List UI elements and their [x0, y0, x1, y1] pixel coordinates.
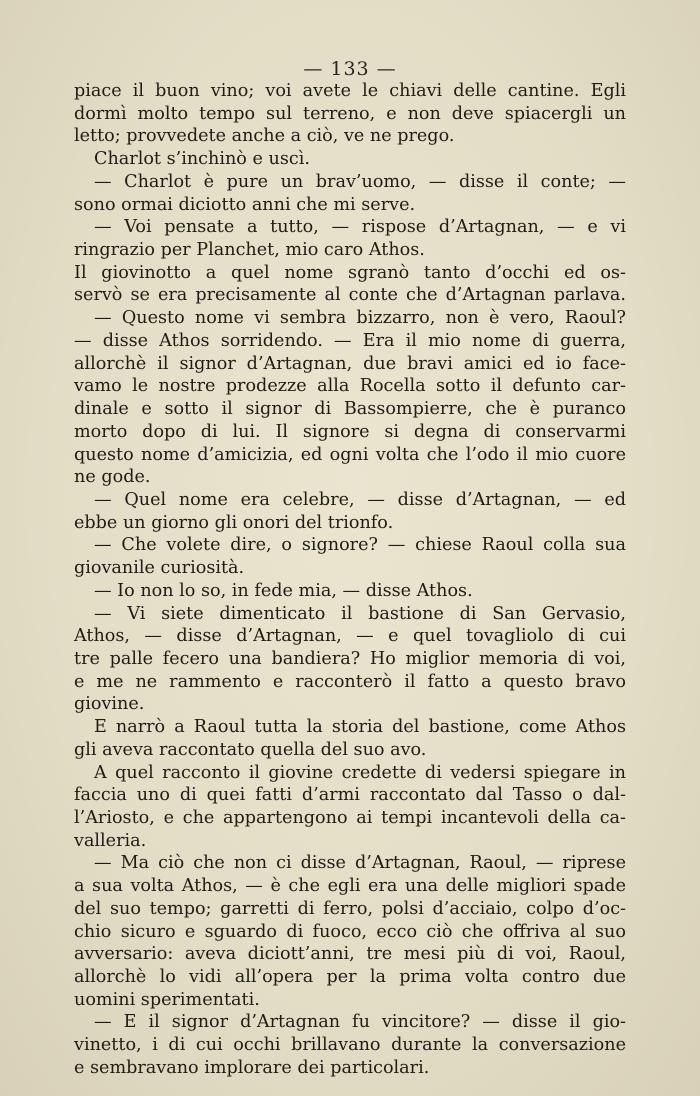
- text-line: gli aveva raccontato quella del suo avo.: [74, 739, 427, 760]
- text-line: — Quel nome era celebre, — disse d’Artagnan, — ed: [94, 489, 626, 510]
- text-line: allorchè il signor d’Artagnan, due bravi amici ed io face-: [74, 353, 626, 374]
- text-line: del suo tempo; garretti di ferro, polsi d’acciaio, colpo d’oc-: [74, 898, 626, 919]
- text-line: Il giovinotto a quel nome sgranò tanto d’occhi ed os-: [74, 262, 626, 283]
- text-line: A quel racconto il giovine credette di vedersi spiegare in: [94, 762, 626, 783]
- text-line: — Questo nome vi sembra bizzarro, non è vero, Raoul?: [94, 308, 626, 329]
- text-line: — Voi pensate a tutto, — rispose d’Artagnan, — e vi: [94, 217, 626, 238]
- text-line: Athos, — disse d’Artagnan, — e quel tovagliolo di cui: [74, 626, 626, 647]
- text-line: — Ma ciò che non ci disse d’Artagnan, Raoul, — riprese: [94, 853, 626, 874]
- text-line: questo nome d’amicizia, ed ogni volta che l’odo il mio cuore: [74, 444, 626, 465]
- text-line: piace il buon vino; voi avete le chiavi delle cantine. Egli: [74, 81, 626, 101]
- text-line: a sua volta Athos, — è che egli era una delle migliori spade: [74, 876, 626, 897]
- text-line: — Charlot è pure un brav’uomo, — disse il conte; —: [94, 171, 626, 192]
- text-line: giovanile curiosità.: [74, 558, 245, 579]
- page-number: — 133 —: [303, 58, 397, 80]
- text-line: giovine.: [74, 694, 145, 715]
- text-line: ne gode.: [74, 467, 151, 488]
- text-line: letto; provvedete anche a ciò, ve ne prego.: [74, 126, 455, 147]
- text-line: dinale e sotto il signor di Bassompierre, che è puranco: [74, 399, 626, 420]
- text-line: avversario: aveva diciott’anni, tre mesi più di voi, Raoul,: [74, 944, 626, 965]
- text-line: — Vi siete dimenticato il bastione di San Gervasio,: [94, 603, 626, 624]
- text-line: tre palle fecero una bandiera? Ho miglior memoria di voi,: [74, 648, 626, 669]
- text-line: Charlot s’inchinò e uscì.: [94, 149, 310, 170]
- text-line: E narrò a Raoul tutta la storia del bastione, come Athos: [94, 717, 626, 738]
- text-line: — disse Athos sorridendo. — Era il mio nome di guerra,: [74, 330, 626, 351]
- text-line: — E il signor d’Artagnan fu vincitore? — disse il gio-: [94, 1012, 626, 1033]
- text-line: ringrazio per Planchet, mio caro Athos.: [74, 240, 425, 261]
- text-line: uomini sperimentati.: [74, 989, 260, 1010]
- text-line: chio sicuro e sguardo di fuoco, ecco ciò che offriva al suo: [74, 921, 626, 942]
- text-line: e sembravano implorare dei particolari.: [74, 1057, 430, 1078]
- text-line: servò se era precisamente al conte che d’Artagnan parlava.: [74, 285, 626, 306]
- text-line: allorchè lo vidi all’opera per la prima volta contro due: [74, 967, 626, 988]
- text-line: ebbe un giorno gli onori del trionfo.: [74, 512, 394, 533]
- body-text: [74, 80, 626, 1080]
- text-line: l’Ariosto, e che appartengono ai tempi incantevoli della ca-: [74, 808, 626, 828]
- text-line: — Io non lo so, in fede mia, — disse Athos.: [94, 580, 473, 601]
- text-line: vamo le nostre prodezze alla Rocella sotto il defunto car-: [74, 376, 626, 397]
- text-line: faccia uno di quei fatti d’armi raccontato dal Tasso o dal-: [74, 785, 626, 806]
- text-line: morto dopo di lui. Il signore si degna di conservarmi: [74, 421, 626, 442]
- text-line: sono ormai diciotto anni che mi serve.: [74, 194, 416, 215]
- text-line: vinetto, i di cui occhi brillavano durante la conversazione: [74, 1035, 626, 1056]
- text-line: dormì molto tempo sul terreno, e non deve spiacergli un: [74, 103, 626, 124]
- text-line: e me ne rammento e racconterò il fatto a questo bravo: [74, 671, 626, 692]
- text-line: — Che volete dire, o signore? — chiese Raoul colla sua: [94, 535, 626, 556]
- text-line: valleria.: [74, 830, 147, 851]
